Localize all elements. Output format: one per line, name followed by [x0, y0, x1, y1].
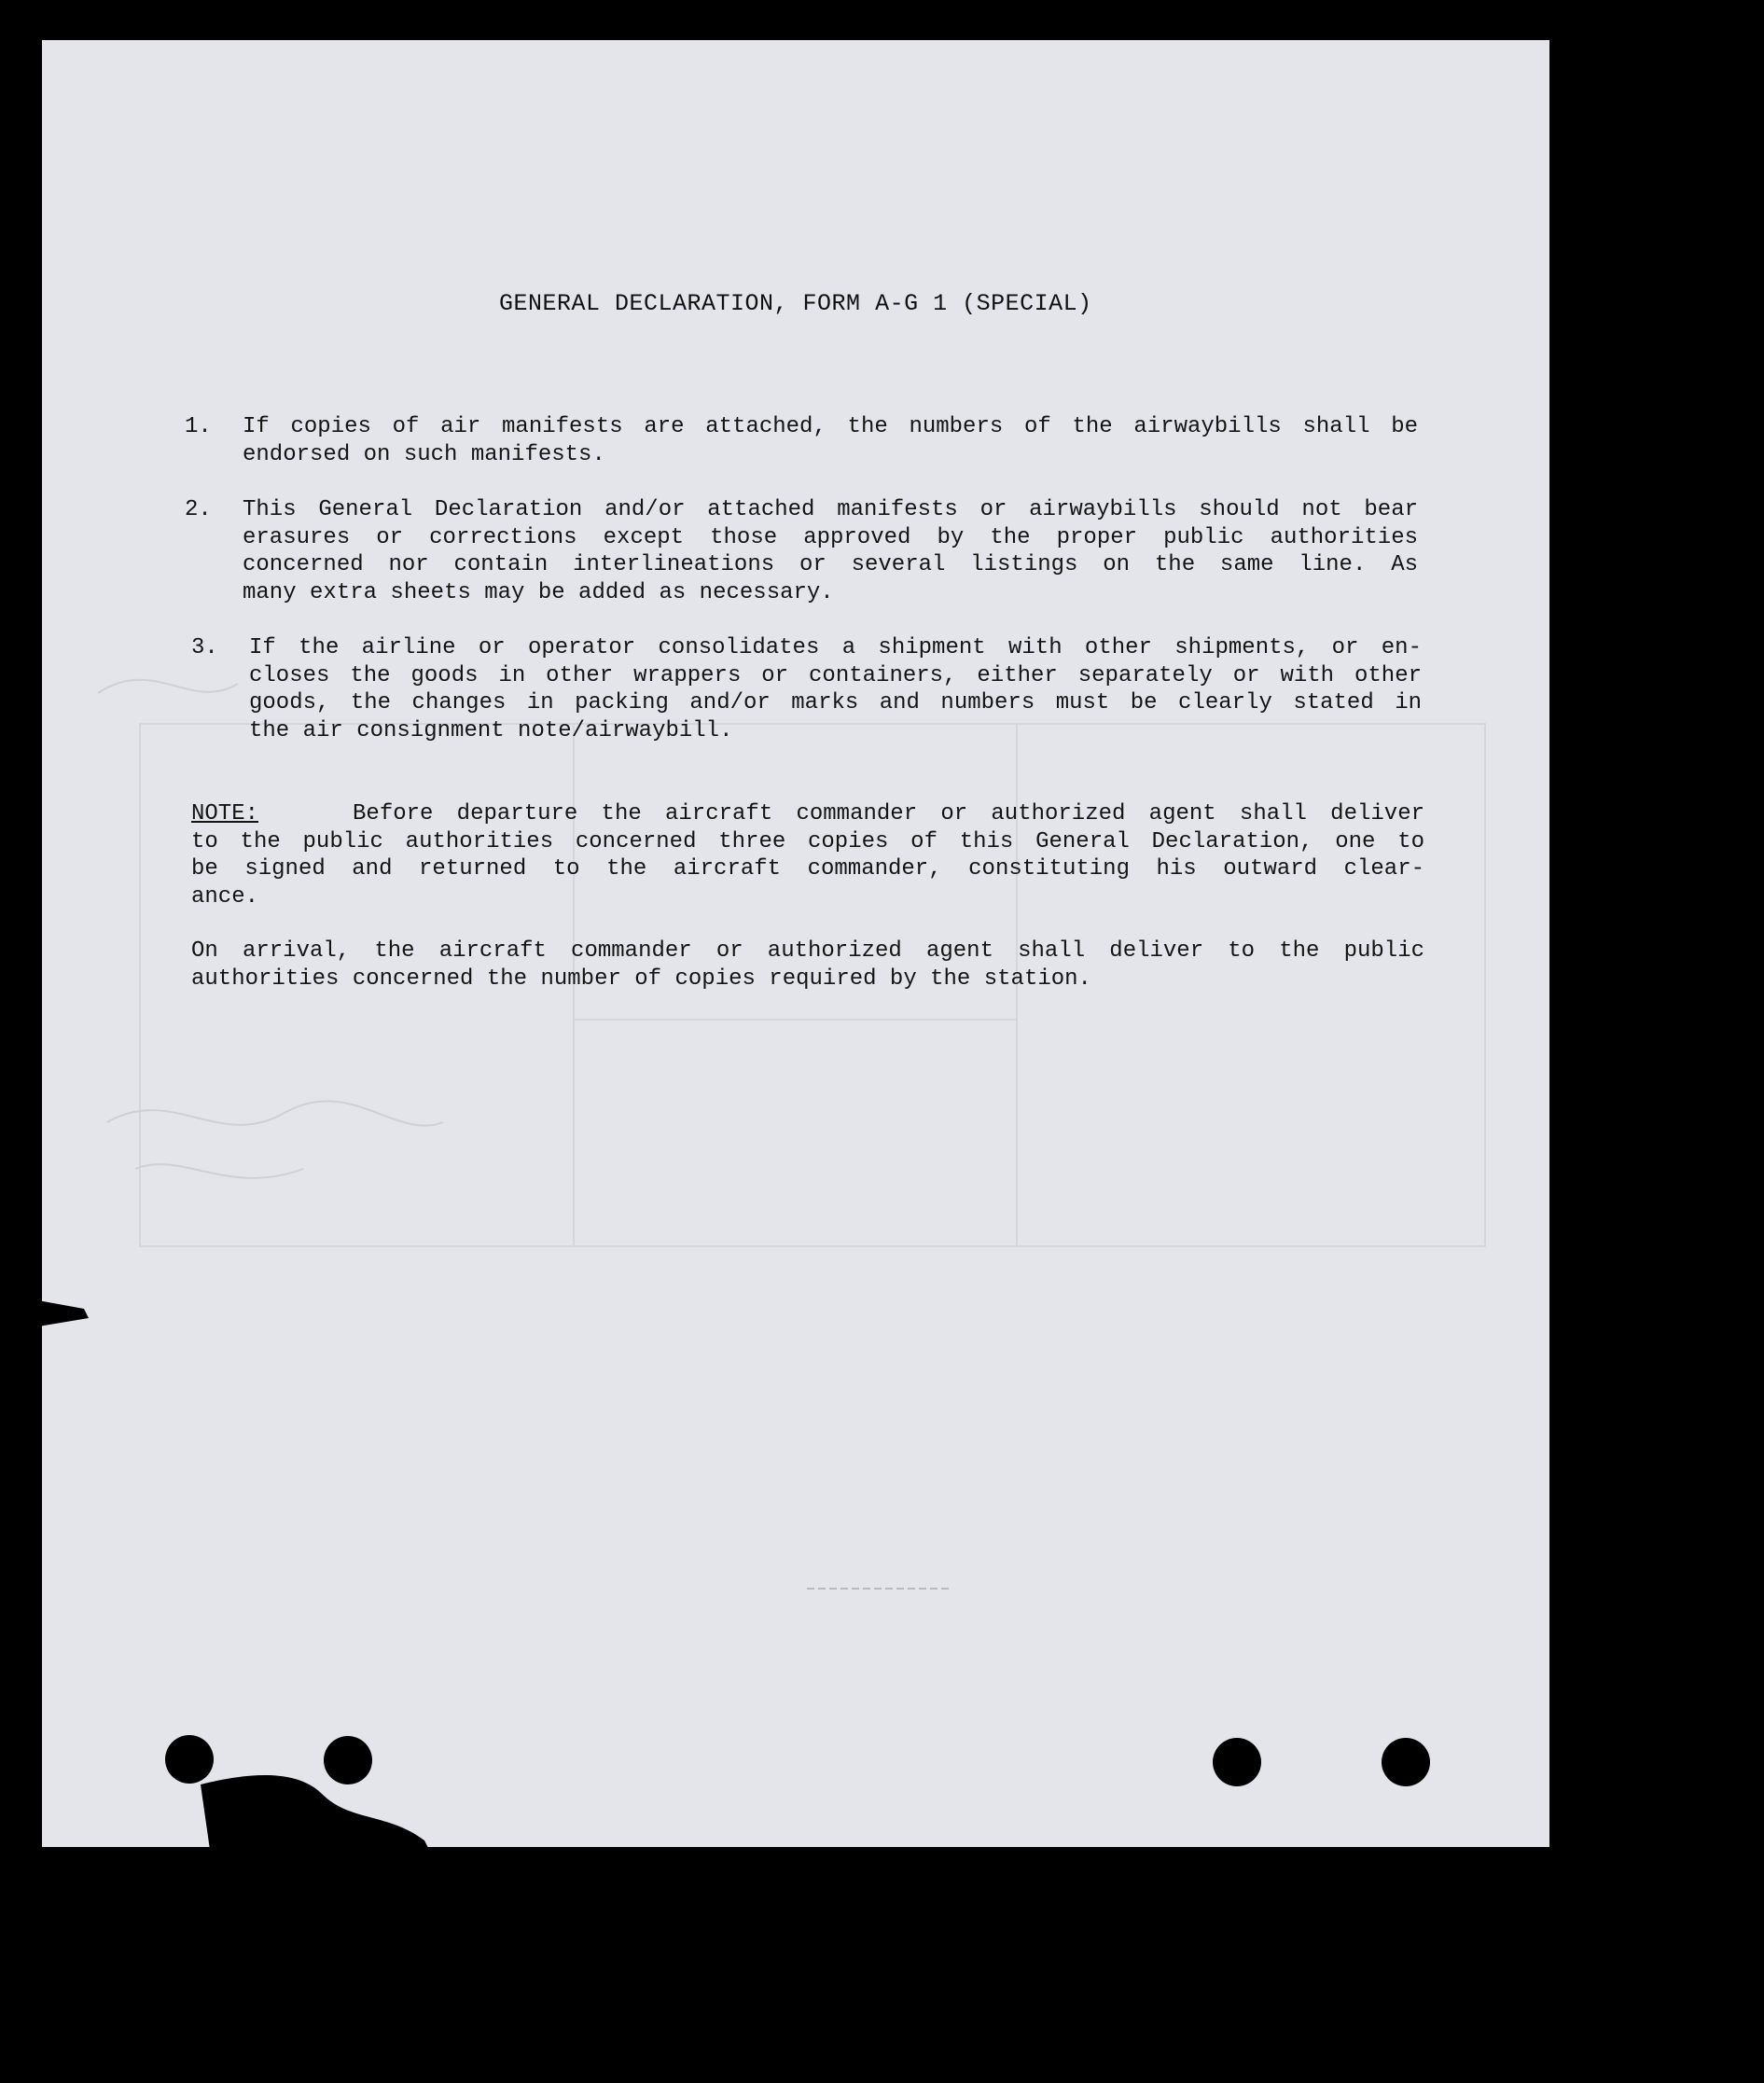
document-title: GENERAL DECLARATION, FORM A-G 1 (SPECIAL) [499, 290, 1092, 317]
text-line: closes the goods in other wrappers or containers, either separately or with other [249, 662, 1422, 688]
item-number: 2. [185, 497, 212, 522]
text-line: to the public authorities concerned three copies of this General Declaration, one to [191, 828, 1424, 854]
item-text [249, 634, 1422, 744]
text-line: ance. [191, 883, 259, 910]
text-line: goods, the changes in packing and/or marks and numbers must be clearly stated in [249, 690, 1422, 715]
item-number: 1. [185, 414, 212, 439]
note-first-line [191, 800, 1424, 828]
item-text [243, 496, 1418, 606]
punch-hole [1382, 1738, 1430, 1786]
text-line: This General Declaration and/or attached manifests or airwaybills should not bear [243, 497, 1418, 522]
text-line: many extra sheets may be added as necessary. [243, 579, 834, 605]
torn-corner-stain [182, 1766, 462, 1850]
note-label: NOTE: [191, 801, 259, 826]
arrival-paragraph [191, 937, 1424, 993]
text-line: On arrival, the aircraft commander or authorized agent shall deliver to the public [191, 938, 1424, 964]
text-line: the air consignment note/airwaybill. [249, 717, 733, 743]
text-line: concerned nor contain interlineations or several listings on the same line. As [243, 552, 1418, 577]
punch-hole [1213, 1738, 1261, 1786]
document-page [42, 40, 1549, 1847]
item-number: 3. [191, 635, 218, 660]
item-text [243, 413, 1418, 468]
paper-edge-tear [33, 1281, 98, 1337]
text-line: authorities concerned the number of copies required by the station. [191, 965, 1091, 992]
text-line: If the airline or operator consolidates a shipment with other shipments, or en- [249, 635, 1422, 660]
note-paragraph [191, 800, 1424, 910]
text-line: If copies of air manifests are attached, the numbers of the airwaybills shall be [243, 414, 1418, 439]
note-first-line-text: Before departure the aircraft commander or authorized agent shall deliver [353, 801, 1425, 826]
text-line: erasures or corrections except those approved by the proper public authorities [243, 524, 1418, 550]
text-line: be signed and returned to the aircraft commander, constituting his outward clear- [191, 856, 1424, 882]
text-line: endorsed on such manifests. [243, 441, 605, 467]
